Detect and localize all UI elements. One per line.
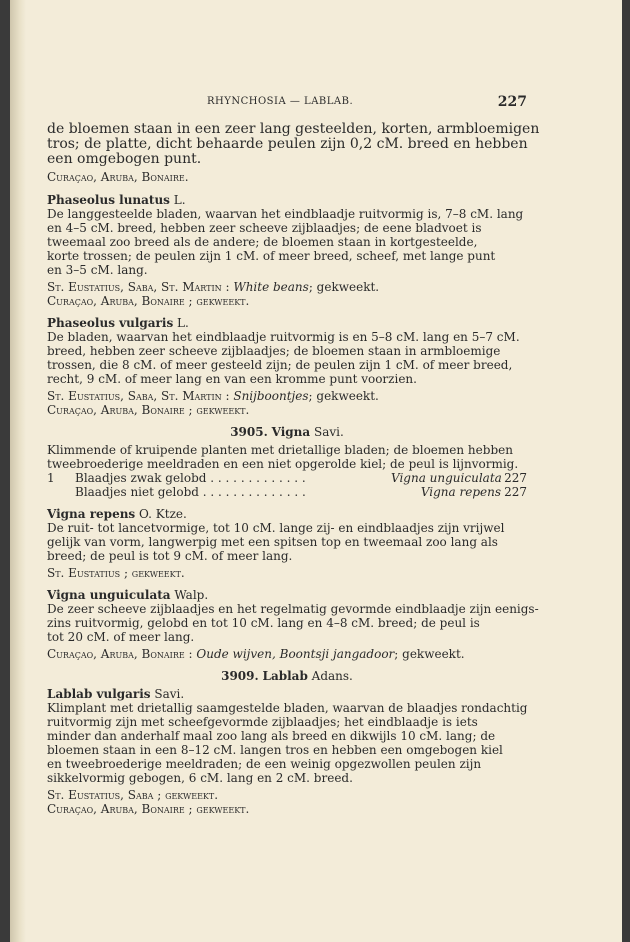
- genus-number: 3905.: [230, 425, 268, 439]
- description-line: ruitvormig zijn met scheefgevormde zijblaadjes; het eindblaadje is iets: [47, 715, 478, 729]
- species-author: Savi.: [154, 687, 185, 701]
- distribution-line: Curaçao, Aruba, Bonaire ; gekweekt.: [47, 403, 250, 417]
- species-name: Lablab vulgaris: [47, 687, 151, 701]
- page-binding-shadow: [10, 0, 26, 942]
- key-text: Blaadjes zwak gelobd . . . . . . . . . . . . .: [75, 471, 306, 485]
- page-number: 227: [497, 94, 527, 110]
- description-line: breed; de peul is tot 9 cM. of meer lang.: [47, 549, 293, 563]
- description-line: korte trossen; de peulen zijn 1 cM. of meer breed, scheef, met lange punt: [47, 249, 496, 263]
- species-heading: [47, 687, 527, 701]
- description-line: tweemaal zoo breed als de andere; de bloemen staan in kortgesteelde,: [47, 235, 478, 249]
- genus-heading: [47, 425, 527, 439]
- key-row: [47, 485, 527, 499]
- distribution-line: St. Eustatius, Saba ; gekweekt.: [47, 788, 219, 802]
- genus-name: Vigna: [271, 425, 311, 439]
- description-line: minder dan anderhalf maal zoo lang als breed en dikwijls 10 cM. lang; de: [47, 729, 496, 743]
- species-author: Walp.: [174, 588, 209, 602]
- key-page: 227: [504, 485, 527, 499]
- description-line: tot 20 cM. of meer lang.: [47, 630, 195, 644]
- vernacular-name: Oude wijven, Boontsji jangadoor: [196, 647, 395, 661]
- page-body: [47, 121, 540, 816]
- distribution-line: [47, 389, 527, 403]
- running-header: [47, 94, 527, 110]
- distribution-places: St. Eustatius, Saba, St. Martin :: [47, 280, 230, 294]
- distribution-note: ; gekweekt.: [308, 280, 380, 294]
- description-line: breed, hebben zeer scheeve zijblaadjes; de bloemen staan in armbloemige: [47, 344, 501, 358]
- distribution-note: ; gekweekt.: [394, 647, 465, 661]
- species-heading: [47, 588, 527, 602]
- vernacular-name: Snijboontjes: [233, 389, 309, 403]
- species-author: O. Ktze.: [139, 507, 187, 521]
- description-line: De bladen, waarvan het eindblaadje ruitvormig is en 5–8 cM. lang en 5–7 cM.: [47, 330, 520, 344]
- book-page: [10, 0, 622, 942]
- description-line: gelijk van vorm, langwerpig met een spitsen top en tweemaal zoo lang als: [47, 535, 498, 549]
- intro-distribution: Curaçao, Aruba, Bonaire.: [47, 170, 189, 184]
- description-line: Klimplant met drietallig saamgestelde bladen, waarvan de blaadjes rondachtig: [47, 701, 528, 715]
- key-number: [47, 485, 75, 499]
- description-line: De ruit- tot lancetvormige, tot 10 cM. lange zij- en eindblaadjes zijn vrijwel: [47, 521, 505, 535]
- genus-heading: [47, 669, 527, 683]
- intro-line: een omgebogen punt.: [47, 151, 202, 167]
- key-number: 1: [47, 471, 55, 485]
- description-line: De zeer scheeve zijblaadjes en het regelmatig gevormde eindblaadje zijn eenigs-: [47, 602, 539, 616]
- description-line: sikkelvormig gebogen, 6 cM. lang en 2 cM. breed.: [47, 771, 353, 785]
- distribution-line: [47, 647, 527, 661]
- species-heading: [47, 507, 527, 521]
- distribution-note: ; gekweekt.: [308, 389, 379, 403]
- genus-number: 3909.: [221, 669, 259, 683]
- distribution-line: Curaçao, Aruba, Bonaire ; gekweekt.: [47, 294, 250, 308]
- key-row: [47, 471, 527, 485]
- key-page: 227: [504, 471, 527, 485]
- description-line: zins ruitvormig, gelobd en tot 10 cM. lang en 4–8 cM. breed; de peul is: [47, 616, 480, 630]
- description-line: en 4–5 cM. breed, hebben zeer scheeve zijblaadjes; de eene bladvoet is: [47, 221, 482, 235]
- species-name: Vigna unguiculata: [47, 588, 171, 602]
- description-line: en 3–5 cM. lang.: [47, 263, 148, 277]
- species-heading: [47, 316, 527, 330]
- species-name: Phaseolus vulgaris: [47, 316, 174, 330]
- genus-author: Adans.: [311, 669, 353, 683]
- key-text: Blaadjes niet gelobd . . . . . . . . . . . . . .: [75, 485, 306, 499]
- description-line: bloemen staan in een 8–12 cM. langen tros en hebben een omgebogen kiel: [47, 743, 503, 757]
- intro-line: de bloemen staan in een zeer lang gesteelden, korten, armbloemigen: [47, 121, 540, 137]
- description-line: Klimmende of kruipende planten met drietallige bladen; de bloemen hebben: [47, 443, 513, 457]
- description-line: De langgesteelde bladen, waarvan het eindblaadje ruitvormig is, 7–8 cM. lang: [47, 207, 524, 221]
- distribution-line: St. Eustatius ; gekweekt.: [47, 566, 185, 580]
- vernacular-name: White beans: [233, 280, 309, 294]
- species-heading: [47, 193, 527, 207]
- running-title: RHYNCHOSIA — LABLAB.: [207, 96, 354, 107]
- key-reference: Vigna unguiculata: [391, 471, 502, 485]
- description-line: recht, 9 cM. of meer lang en van een kromme punt voorzien.: [47, 372, 417, 386]
- intro-line: tros; de platte, dicht behaarde peulen zijn 0,2 cM. breed en hebben: [47, 136, 528, 152]
- description-line: tweebroederige meeldraden en een niet opgerolde kiel; de peul is lijnvormig.: [47, 457, 519, 471]
- genus-name: Lablab: [262, 669, 308, 683]
- distribution-line: [47, 280, 527, 294]
- species-author: L.: [173, 193, 186, 207]
- distribution-places: St. Eustatius, Saba, St. Martin :: [47, 389, 230, 403]
- distribution-places: Curaçao, Aruba, Bonaire :: [47, 647, 193, 661]
- species-name: Phaseolus lunatus: [47, 193, 170, 207]
- distribution-line: Curaçao, Aruba, Bonaire ; gekweekt.: [47, 802, 250, 816]
- key-reference: Vigna repens: [420, 485, 501, 499]
- species-name: Vigna repens: [47, 507, 136, 521]
- description-line: trossen, die 8 cM. of meer gesteeld zijn; de peulen zijn 1 cM. of meer breed,: [47, 358, 513, 372]
- species-author: L.: [177, 316, 189, 330]
- genus-author: Savi.: [313, 425, 344, 439]
- description-line: en tweebroederige meeldraden; de een weinig opgezwollen peulen zijn: [47, 757, 482, 771]
